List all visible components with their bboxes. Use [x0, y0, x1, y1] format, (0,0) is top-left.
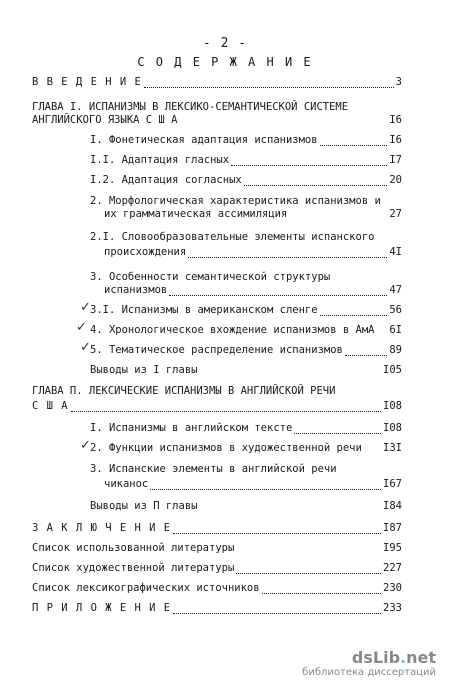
toc-label: П Р И Л О Ж Е Н И Е: [32, 602, 172, 614]
toc-page: 27: [389, 208, 402, 220]
toc-label: 2. Функции испанизмов в художественной речи: [90, 442, 362, 454]
leader-dots: [231, 155, 387, 166]
leader-space: [289, 210, 387, 220]
toc-label: Выводы из I главы: [90, 364, 198, 376]
watermark-brand: dsLib: [351, 648, 401, 667]
toc-label: Выводы из П главы: [90, 500, 198, 512]
toc-page: I7: [389, 154, 402, 166]
toc-label: их грамматическая ассимиляция: [104, 208, 288, 220]
toc-label: Список использованной литературы: [32, 542, 235, 554]
toc-section[interactable]: [104, 284, 402, 296]
watermark-dot: .: [400, 648, 407, 667]
toc-page: 230: [383, 582, 402, 594]
toc-page: I87: [383, 522, 402, 534]
toc-chapter1[interactable]: [32, 114, 402, 126]
toc-label: 4. Хронологическое вхождение испанизмов в АмА: [90, 324, 375, 336]
page-number: - 2 -: [202, 36, 248, 51]
watermark-logo: [302, 648, 436, 667]
leader-dots: [169, 285, 387, 296]
toc-label: I. Фонетическая адаптация испанизмов: [90, 134, 318, 146]
leader-space: [199, 366, 381, 376]
toc-page: 227: [383, 562, 402, 574]
toc-heading: С О Д Е Р Ж А Н И Е: [137, 55, 313, 69]
section-title-line: 2. Морфологическая характеристика испанизмов и: [90, 195, 381, 207]
section-title-line: 2.I. Словообразовательные элементы испанского: [90, 231, 375, 243]
toc-page: 47: [389, 284, 402, 296]
toc-label: I.2. Адаптация согласных: [90, 174, 242, 186]
watermark-subtitle: библиотека диссертаций: [302, 667, 436, 678]
toc-page: 20: [389, 174, 402, 186]
toc-label: чиканос: [104, 478, 149, 490]
leader-space: [236, 544, 381, 554]
toc-page: I08: [383, 400, 402, 412]
toc-label: 3.I. Испанизмы в американском сленге: [90, 304, 318, 316]
toc-section[interactable]: [90, 324, 402, 336]
toc-section[interactable]: [90, 154, 402, 166]
watermark: [302, 648, 436, 678]
leader-dots: [345, 345, 387, 356]
leader-dots: [244, 175, 388, 186]
toc-page: I05: [383, 364, 402, 376]
section-title-line: 3. Особенности семантической структуры: [90, 271, 331, 283]
handwritten-check-icon: ✓: [80, 300, 91, 315]
toc-label: С Ш А: [32, 400, 69, 412]
toc-label: происхождения: [104, 246, 187, 258]
toc-section[interactable]: [90, 134, 402, 146]
handwritten-check-icon: ✓: [76, 320, 87, 335]
toc-page: 3: [395, 76, 402, 88]
toc-dictionaries[interactable]: [32, 582, 402, 594]
toc-section[interactable]: [104, 208, 402, 220]
leader-dots: [262, 583, 381, 594]
toc-section[interactable]: [90, 174, 402, 186]
leader-space: [364, 444, 381, 454]
toc-section[interactable]: [90, 364, 402, 376]
toc-page: I84: [383, 500, 402, 512]
leader-space: [199, 502, 381, 512]
leader-dots: [188, 247, 387, 258]
toc-label: I. Испанизмы в английском тексте: [90, 422, 293, 434]
leader-dots: [71, 401, 381, 412]
toc-section[interactable]: [104, 478, 402, 490]
section-title-line: 3. Испанские элементы в английской речи: [90, 463, 337, 475]
toc-fiction-list[interactable]: [32, 562, 402, 574]
toc-section[interactable]: [90, 304, 402, 316]
toc-section[interactable]: [90, 344, 402, 356]
chapter2-title: ГЛАВА П. ЛЕКСИЧЕСКИЕ ИСПАНИЗМЫ В АНГЛИЙСКОЙ РЕЧИ: [32, 385, 336, 397]
toc-label: испанизмов: [104, 284, 168, 296]
toc-label: Список художественной литературы: [32, 562, 235, 574]
toc-page: I6: [389, 134, 402, 146]
toc-label: З А К Л Ю Ч Е Н И Е: [32, 522, 172, 534]
leader-dots: [150, 479, 381, 490]
toc-intro[interactable]: [32, 76, 402, 88]
toc-chapter2[interactable]: [32, 400, 402, 412]
toc-page: 233: [383, 602, 402, 614]
leader-dots: [320, 135, 388, 146]
toc-conclusion[interactable]: [32, 522, 402, 534]
toc-section[interactable]: [90, 500, 402, 512]
toc-label: I.I. Адаптация гласных: [90, 154, 230, 166]
toc-appendix[interactable]: [32, 602, 402, 614]
leader-dots: [236, 563, 381, 574]
handwritten-check-icon: ✓: [80, 438, 91, 453]
toc-page: I6: [389, 114, 402, 126]
toc-section[interactable]: [90, 422, 402, 434]
toc-section[interactable]: [104, 246, 402, 258]
toc-page: I3I: [383, 442, 402, 454]
leader-dots: [144, 77, 394, 88]
toc-page: 56: [389, 304, 402, 316]
leader-dots: [173, 603, 381, 614]
handwritten-check-icon: ✓: [80, 340, 91, 355]
leader-dots: [294, 423, 381, 434]
leader-space: [179, 116, 387, 126]
chapter1-title: ГЛАВА I. ИСПАНИЗМЫ В ЛЕКСИКО-СЕМАНТИЧЕСКОЙ СИСТЕМЕ: [32, 101, 349, 113]
toc-page: 4I: [389, 246, 402, 258]
toc-page: I95: [383, 542, 402, 554]
leader-space: [376, 326, 387, 336]
toc-page: 89: [389, 344, 402, 356]
toc-literature[interactable]: [32, 542, 402, 554]
watermark-tld: net: [406, 648, 436, 667]
leader-dots: [173, 523, 381, 534]
toc-page: I08: [383, 422, 402, 434]
toc-label: В В Е Д Е Н И Е: [32, 76, 142, 88]
toc-page: 6I: [389, 324, 402, 336]
toc-label: АНГЛИЙСКОГО ЯЗЫКА С Ш А: [32, 114, 178, 126]
leader-dots: [320, 305, 388, 316]
toc-section[interactable]: [90, 442, 402, 454]
toc-label: 5. Тематическое распределение испанизмов: [90, 344, 343, 356]
toc-label: Список лексикографических источников: [32, 582, 260, 594]
toc-page: I67: [383, 478, 402, 490]
